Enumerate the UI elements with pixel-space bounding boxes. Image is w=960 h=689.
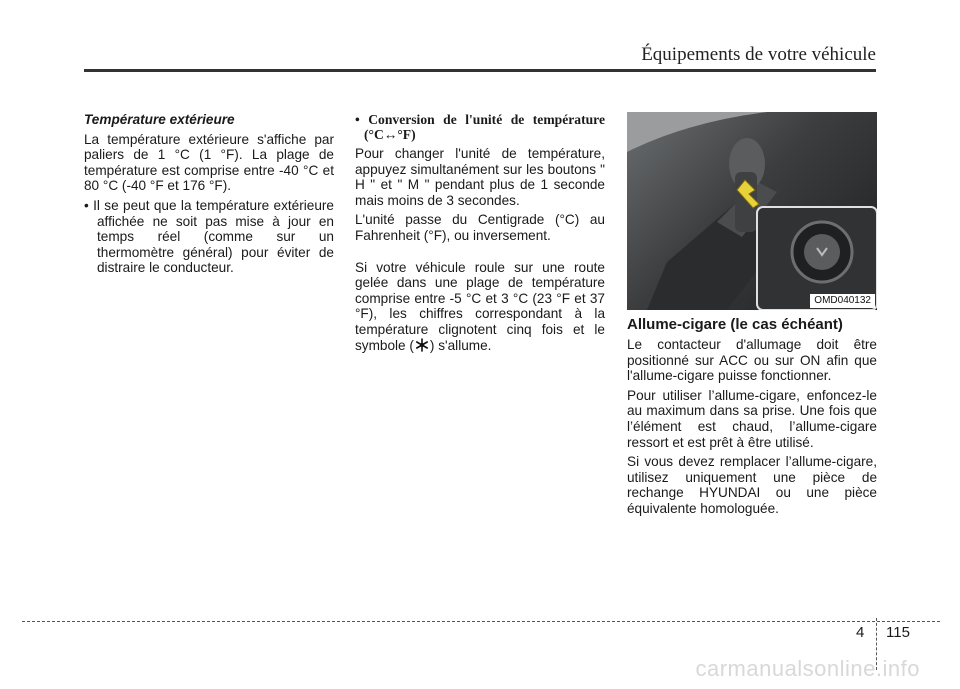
footer-rule [22, 621, 940, 622]
section-title: Allume-cigare (le cas échéant) [627, 316, 843, 333]
page-header-title: Équipements de votre véhicule [641, 44, 876, 65]
chapter-number: 4 [856, 624, 865, 641]
paragraph-text: ) s'allume. [429, 337, 492, 353]
header-rule [84, 69, 876, 72]
paragraph: Le contacteur d'allumage doit être positionné sur ACC ou sur ON afin que l'allume-cigare puisse fonctionner. [627, 337, 877, 384]
paragraph: Pour utiliser l’allume-cigare, enfoncez-le au maximum dans sa prise. Une fois que l’élément est chaud, l’allume-cigare ressort et est prêt à être utilisé. [627, 387, 877, 450]
column-unit-conversion [355, 112, 605, 357]
snowflake-icon [415, 338, 429, 352]
paragraph: Pour changer l'unité de température, appuyez simultanément sur les boutons " H " et " M " pendant plus de 1 seconde mais moins de 3 secondes. [355, 146, 605, 208]
section-subtitle: Température extérieure [84, 112, 235, 127]
cigar-lighter-photo [627, 112, 877, 310]
spacer [355, 248, 605, 260]
paragraph-text: Si votre véhicule roule sur une route gelée dans une plage de température comprise entre -5 °C et 3 °C (23 °F et 37 °F), les chiffres correspondant à la température clignotent cinq fois et le symbole ( [355, 259, 605, 353]
paragraph: La température extérieure s'affiche par paliers de 1 °C (1 °F). La plage de température est comprise entre -40 °C et 80 °C (-40 °F et 176 °F). [84, 131, 334, 194]
paragraph-ice-warning [355, 260, 605, 354]
paragraph: Si vous devez remplacer l’allume-cigare, utilisez uniquement une pièce de rechange HYUNDAI ou une pièce équivalente homologuée. [627, 454, 877, 516]
figure-code: OMD040132 [810, 294, 875, 308]
paragraph: L'unité passe du Centigrade (°C) au Fahrenheit (°F), ou inversement. [355, 212, 605, 243]
bullet-item: • Il se peut que la température extérieure affichée ne soit pas mise à jour en temps réel (comme sur un thermomètre général) pour éviter de distraire le conducteur. [84, 197, 334, 276]
column-cigar-lighter [627, 316, 877, 521]
page-number: 115 [886, 624, 910, 641]
watermark: carmanualsonline.info [695, 656, 920, 681]
column-outside-temperature [84, 112, 334, 280]
bullet-title: • Conversion de l'unité de température (°C↔°F) [355, 112, 605, 142]
